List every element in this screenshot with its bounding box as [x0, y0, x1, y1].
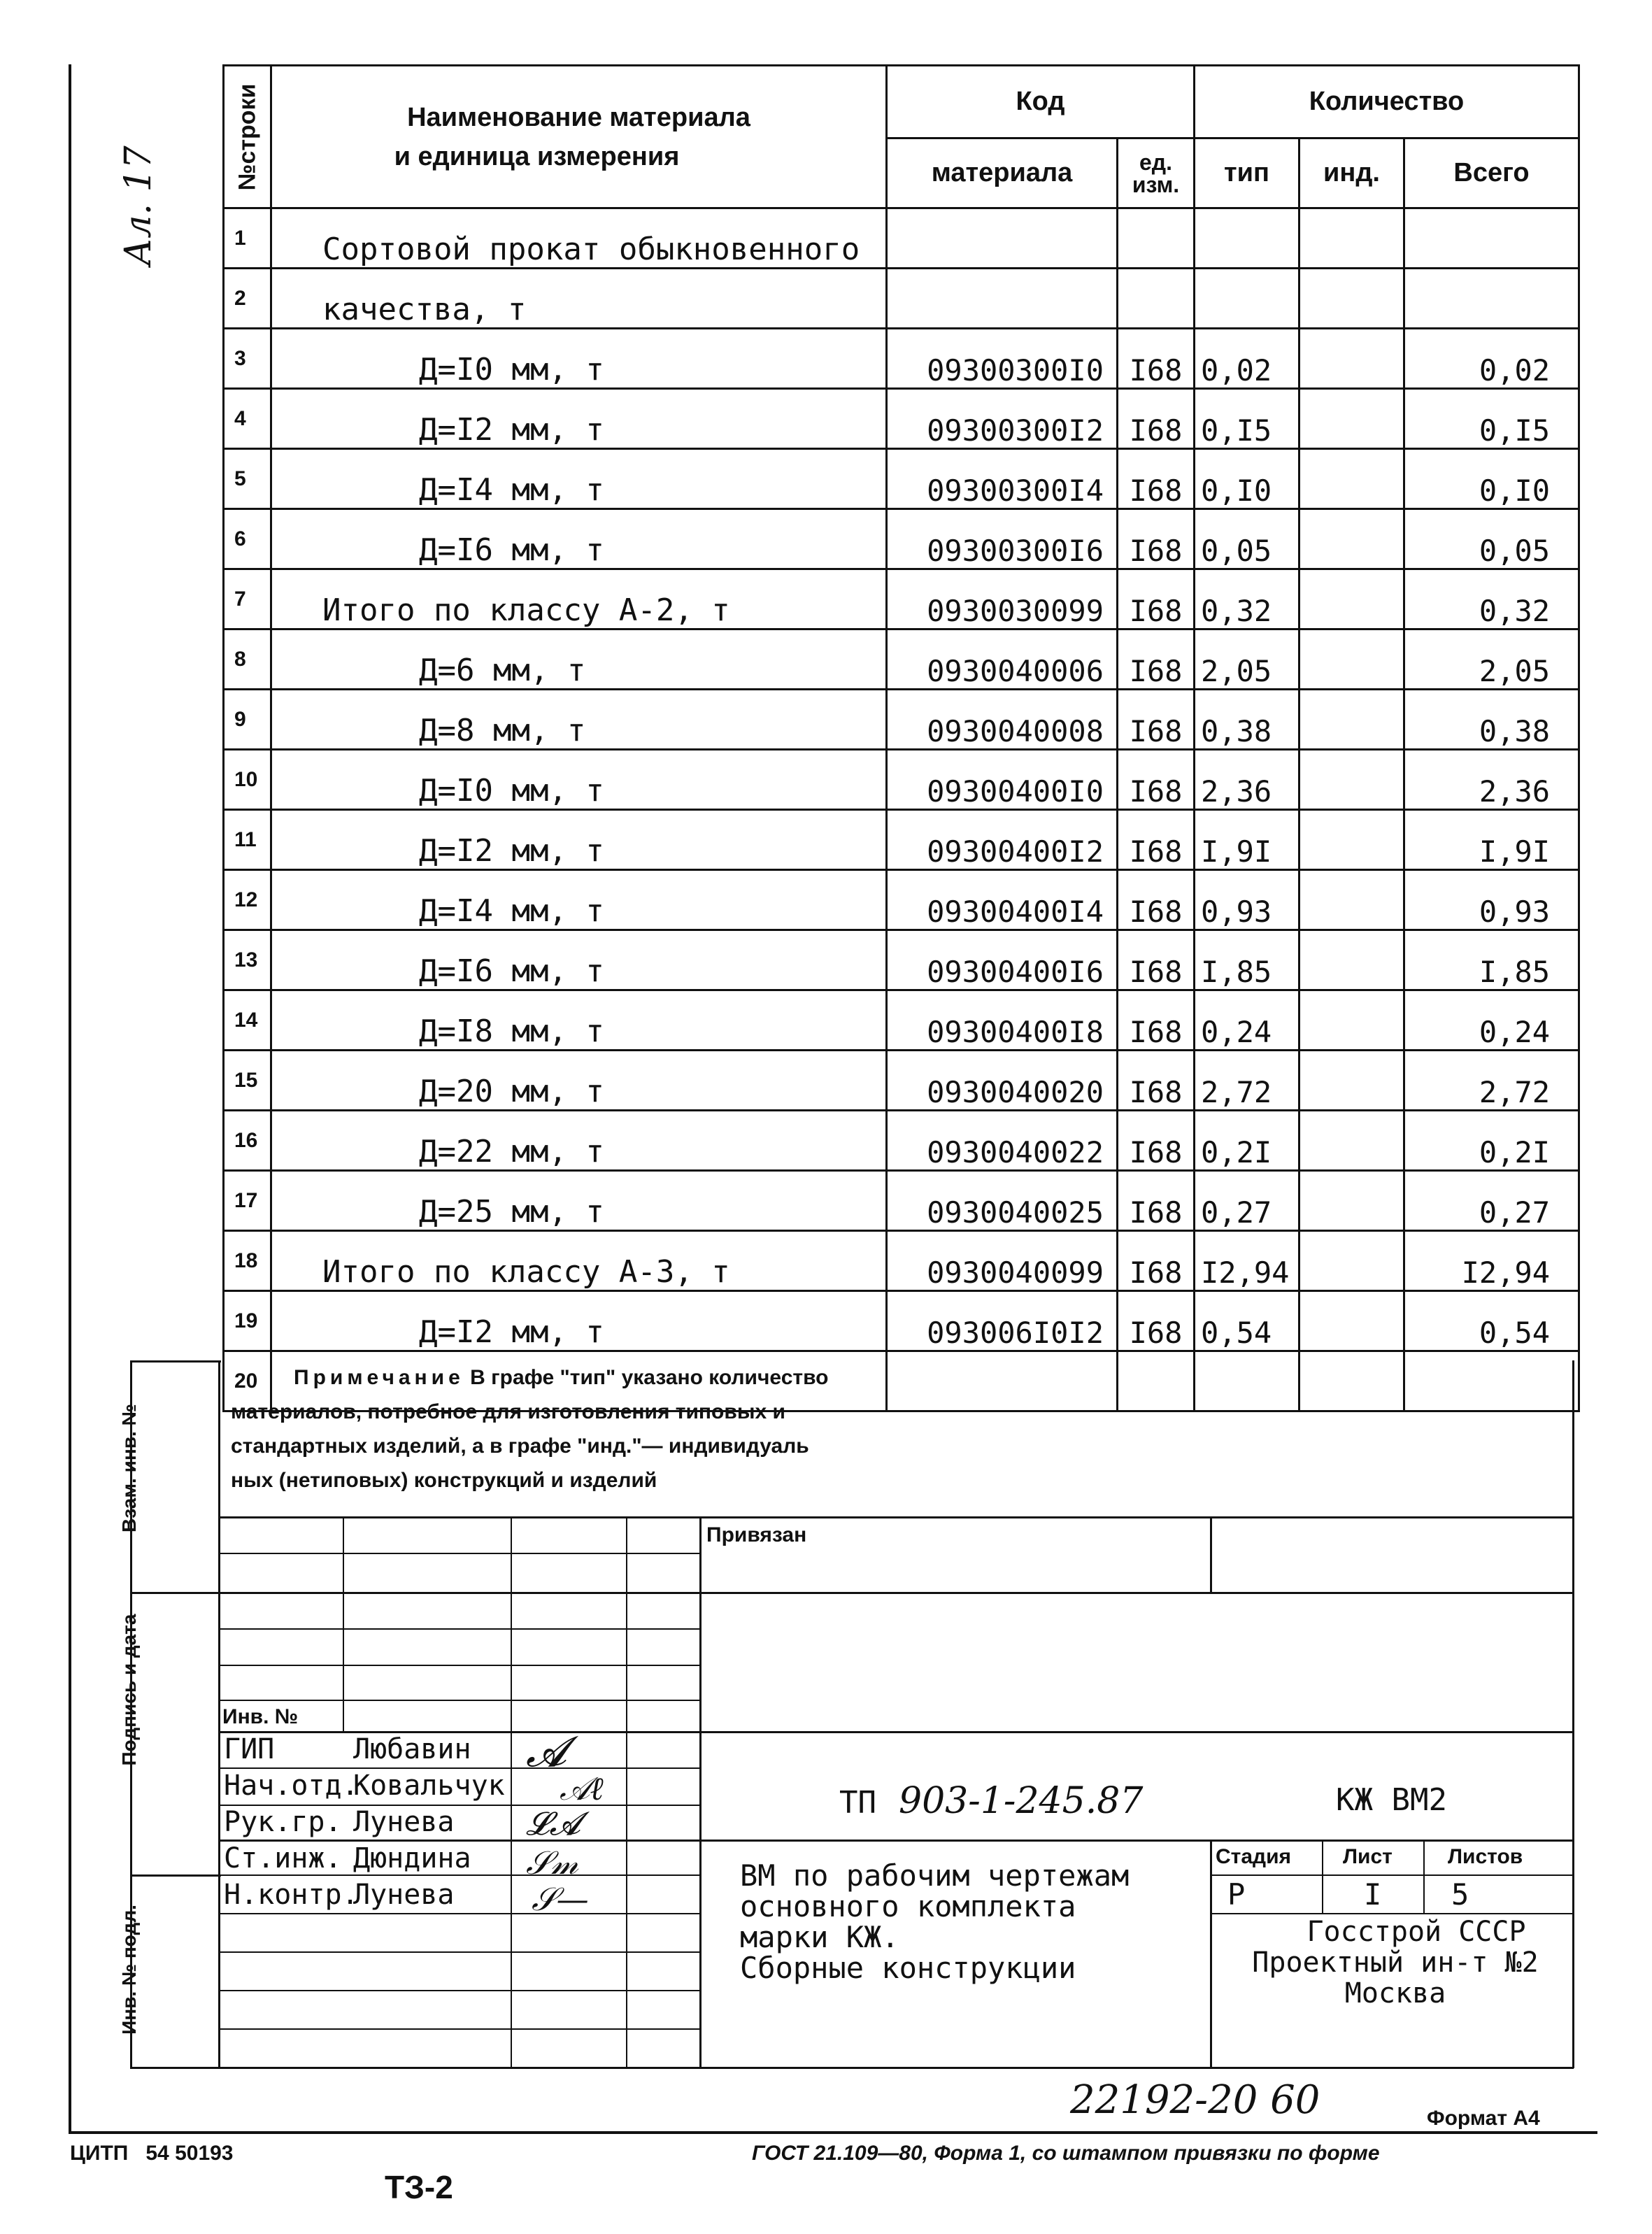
table-row — [224, 1051, 1579, 1111]
tp-prefix: ТП — [839, 1785, 876, 1821]
qty-total: 0,I5 — [1404, 389, 1579, 449]
material-code: 09300400I4 — [887, 870, 1118, 930]
qty-total: 0,05 — [1404, 509, 1579, 569]
qty-type: I2,94 — [1195, 1231, 1299, 1291]
row-number: 14 — [224, 990, 271, 1051]
qty-total: 2,72 — [1404, 1051, 1579, 1111]
header-name: Наименование материала и единица измерения — [271, 66, 887, 208]
material-name: Д=25 мм, т — [271, 1171, 887, 1231]
format-label: Формат А4 — [1427, 2107, 1540, 2130]
footer-code: ТЗ-2 — [385, 2169, 453, 2205]
header-qty-total: Всего — [1404, 138, 1579, 208]
row-number: 2 — [224, 269, 271, 329]
table-row — [224, 629, 1579, 690]
inv-no-label: Инв. № — [222, 1705, 299, 1728]
material-code: 09300300I6 — [887, 509, 1118, 569]
qty-total: 0,38 — [1404, 690, 1579, 750]
staff-role: ГИП — [224, 1733, 275, 1765]
sheets-value: 5 — [1451, 1877, 1469, 1912]
row-number: 3 — [224, 329, 271, 389]
qty-ind — [1299, 208, 1404, 269]
row-number: 6 — [224, 509, 271, 569]
table-row — [224, 449, 1579, 509]
qty-ind — [1299, 690, 1404, 750]
organization: Госстрой СССР Проектный ин-т №2 Москва — [1252, 1916, 1539, 2009]
archive-number: 22192-20 60 — [1070, 2077, 1320, 2123]
staff-role: Ст.инж. — [224, 1842, 342, 1874]
material-code: 0930040022 — [887, 1111, 1118, 1171]
table-row — [224, 1111, 1579, 1171]
qty-total: I,9I — [1404, 810, 1579, 870]
table-row — [224, 208, 1579, 269]
staff-name: Лунева — [353, 1879, 455, 1911]
material-name: Д=I6 мм, т — [271, 930, 887, 990]
qty-total: I,85 — [1404, 930, 1579, 990]
row-number: 9 — [224, 690, 271, 750]
material-name: Д=22 мм, т — [271, 1111, 887, 1171]
qty-ind — [1299, 569, 1404, 629]
qty-type: 0,05 — [1195, 509, 1299, 569]
qty-total: 0,24 — [1404, 990, 1579, 1051]
qty-ind — [1299, 449, 1404, 509]
qty-type: 0,I0 — [1195, 449, 1299, 509]
table-row — [224, 509, 1579, 569]
material-name: Д=20 мм, т — [271, 1051, 887, 1111]
qty-total: 0,32 — [1404, 569, 1579, 629]
row-number: 11 — [224, 810, 271, 870]
qty-ind — [1299, 269, 1404, 329]
qty-ind — [1299, 1171, 1404, 1231]
qty-type: 0,27 — [1195, 1171, 1299, 1231]
table-row — [224, 329, 1579, 389]
side-label-podpis: Подпись и дата — [118, 1614, 140, 1766]
row-number: 1 — [224, 208, 271, 269]
qty-type: 0,I5 — [1195, 389, 1299, 449]
header-quantity: Количество — [1195, 66, 1579, 138]
qty-type: 0,32 — [1195, 569, 1299, 629]
row-number: 10 — [224, 750, 271, 810]
qty-total: 0,93 — [1404, 870, 1579, 930]
header-code-material: материала — [887, 138, 1118, 208]
qty-type: 0,02 — [1195, 329, 1299, 389]
material-code: 0930040008 — [887, 690, 1118, 750]
header-code: Код — [887, 66, 1195, 138]
unit-code: I68 — [1118, 1231, 1195, 1291]
stage-header: Стадия — [1216, 1845, 1292, 1868]
unit-code — [1118, 269, 1195, 329]
row-number: 20 — [224, 1351, 271, 1411]
tp-number: 903-1-245.87 — [899, 1780, 1144, 1822]
unit-code: I68 — [1118, 990, 1195, 1051]
material-code: 0930040099 — [887, 1231, 1118, 1291]
material-name: Д=I0 мм, т — [271, 329, 887, 389]
sheet-header: Лист — [1343, 1845, 1393, 1868]
material-name: качества, т — [271, 269, 887, 329]
unit-code: I68 — [1118, 1111, 1195, 1171]
unit-code: I68 — [1118, 449, 1195, 509]
material-code: 09300300I2 — [887, 389, 1118, 449]
qty-type: 0,93 — [1195, 870, 1299, 930]
qty-total: 2,05 — [1404, 629, 1579, 690]
unit-code: I68 — [1118, 329, 1195, 389]
qty-ind — [1299, 1231, 1404, 1291]
table-row — [224, 870, 1579, 930]
row-number: 16 — [224, 1111, 271, 1171]
qty-type: 0,24 — [1195, 990, 1299, 1051]
qty-type: 0,54 — [1195, 1291, 1299, 1351]
qty-type — [1195, 269, 1299, 329]
row-number: 19 — [224, 1291, 271, 1351]
unit-code: I68 — [1118, 690, 1195, 750]
table-row — [224, 810, 1579, 870]
material-code — [887, 208, 1118, 269]
table-row — [224, 690, 1579, 750]
material-code: 0930040025 — [887, 1171, 1118, 1231]
staff-name: Лунева — [353, 1806, 455, 1838]
qty-ind — [1299, 930, 1404, 990]
row-number: 7 — [224, 569, 271, 629]
unit-code: I68 — [1118, 509, 1195, 569]
row-number: 4 — [224, 389, 271, 449]
qty-total: 2,36 — [1404, 750, 1579, 810]
row-number: 13 — [224, 930, 271, 990]
qty-total: 0,27 — [1404, 1171, 1579, 1231]
staff-name: Дюндина — [353, 1842, 471, 1874]
material-name: Д=6 мм, т — [271, 629, 887, 690]
qty-type — [1195, 208, 1299, 269]
side-label-inv: Инв. № подл. — [118, 1905, 140, 2035]
table-row — [224, 1171, 1579, 1231]
unit-code: I68 — [1118, 870, 1195, 930]
unit-code — [1118, 208, 1195, 269]
qty-total: 0,54 — [1404, 1291, 1579, 1351]
table-row — [224, 1231, 1579, 1291]
staff-role: Нач.отд. — [224, 1770, 359, 1802]
material-name: Д=I6 мм, т — [271, 509, 887, 569]
material-code: 0930040006 — [887, 629, 1118, 690]
staff-role: Рук.гр. — [224, 1806, 342, 1838]
material-name: Д=I4 мм, т — [271, 449, 887, 509]
unit-code: I68 — [1118, 569, 1195, 629]
materials-table — [222, 64, 1580, 1412]
table-row — [224, 389, 1579, 449]
qty-ind — [1299, 750, 1404, 810]
qty-total: 0,I0 — [1404, 449, 1579, 509]
row-number: 12 — [224, 870, 271, 930]
row-number: 18 — [224, 1231, 271, 1291]
material-name: Д=I2 мм, т — [271, 1291, 887, 1351]
qty-total: I2,94 — [1404, 1231, 1579, 1291]
material-name: Сортовой прокат обыкновенного — [271, 208, 887, 269]
mark-code: КЖ ВМ2 — [1336, 1782, 1447, 1818]
table-row — [224, 990, 1579, 1051]
row-number: 17 — [224, 1171, 271, 1231]
stage-value: Р — [1227, 1877, 1246, 1912]
material-name: Д=I0 мм, т — [271, 750, 887, 810]
staff-name: Ковальчук — [353, 1770, 505, 1802]
material-code: 093006I0I2 — [887, 1291, 1118, 1351]
header-rownum: №строки — [224, 66, 271, 208]
qty-ind — [1299, 1291, 1404, 1351]
material-name: Д=I8 мм, т — [271, 990, 887, 1051]
signature-4: 𝒮𝓂 — [526, 1844, 578, 1881]
unit-code: I68 — [1118, 750, 1195, 810]
material-name: Д=I2 мм, т — [271, 810, 887, 870]
material-name: Д=8 мм, т — [271, 690, 887, 750]
qty-type: 0,38 — [1195, 690, 1299, 750]
qty-ind — [1299, 629, 1404, 690]
qty-type: 2,05 — [1195, 629, 1299, 690]
privyazan-label: Привязан — [706, 1523, 807, 1546]
material-code: 09300300I4 — [887, 449, 1118, 509]
material-code: 0930040020 — [887, 1051, 1118, 1111]
row-number: 15 — [224, 1051, 271, 1111]
qty-type: I,85 — [1195, 930, 1299, 990]
header-code-unit: ед. изм. — [1118, 138, 1195, 208]
description: ВМ по рабочим чертежам основного комплекта марки КЖ. Сборные конструкции — [740, 1858, 1130, 1985]
header-qty-ind: инд. — [1299, 138, 1404, 208]
row-number: 5 — [224, 449, 271, 509]
qty-total: 0,02 — [1404, 329, 1579, 389]
material-code: 09300400I2 — [887, 810, 1118, 870]
material-name: Итого по классу А-3, т — [271, 1231, 887, 1291]
qty-ind — [1299, 509, 1404, 569]
material-name: Итого по классу А-2, т — [271, 569, 887, 629]
staff-role: Н.контр. — [224, 1879, 359, 1911]
margin-note: Ал. 17 — [118, 145, 159, 266]
qty-ind — [1299, 1051, 1404, 1111]
table-row — [224, 569, 1579, 629]
unit-code: I68 — [1118, 1051, 1195, 1111]
material-code: 09300300I0 — [887, 329, 1118, 389]
side-label-vzam: Взам. инв. № — [118, 1404, 140, 1532]
unit-code: I68 — [1118, 629, 1195, 690]
qty-type: 0,2I — [1195, 1111, 1299, 1171]
staff-name: Любавин — [353, 1733, 471, 1765]
material-name: Д=I2 мм, т — [271, 389, 887, 449]
unit-code: I68 — [1118, 1171, 1195, 1231]
signature-1: 𝓐 — [526, 1728, 567, 1777]
table-row — [224, 750, 1579, 810]
qty-type: I,9I — [1195, 810, 1299, 870]
footer-left: ЦИТП 54 50193 — [70, 2142, 234, 2165]
qty-total — [1404, 269, 1579, 329]
material-name: Д=I4 мм, т — [271, 870, 887, 930]
qty-total: 0,2I — [1404, 1111, 1579, 1171]
qty-ind — [1299, 870, 1404, 930]
signature-3: 𝓛𝓐 — [526, 1805, 581, 1842]
table-row — [224, 1291, 1579, 1351]
table-row — [224, 930, 1579, 990]
material-code: 0930030099 — [887, 569, 1118, 629]
signature-2: 𝒜ℓ — [560, 1770, 604, 1807]
row-number: 8 — [224, 629, 271, 690]
unit-code: I68 — [1118, 389, 1195, 449]
unit-code: I68 — [1118, 810, 1195, 870]
signature-5: 𝒮— — [532, 1880, 589, 1918]
material-code: 09300400I6 — [887, 930, 1118, 990]
qty-ind — [1299, 810, 1404, 870]
material-code — [887, 269, 1118, 329]
material-code: 09300400I0 — [887, 750, 1118, 810]
material-code: 09300400I8 — [887, 990, 1118, 1051]
qty-total — [1404, 208, 1579, 269]
sheets-header: Листов — [1448, 1845, 1523, 1868]
qty-type: 2,72 — [1195, 1051, 1299, 1111]
qty-ind — [1299, 329, 1404, 389]
qty-ind — [1299, 389, 1404, 449]
unit-code: I68 — [1118, 1291, 1195, 1351]
qty-ind — [1299, 1111, 1404, 1171]
unit-code: I68 — [1118, 930, 1195, 990]
header-qty-type: тип — [1195, 138, 1299, 208]
sheet-value: I — [1364, 1877, 1382, 1912]
table-row — [224, 269, 1579, 329]
qty-ind — [1299, 990, 1404, 1051]
footer-right: ГОСТ 21.109—80, Форма 1, со штампом привязки по форме — [752, 2142, 1380, 2165]
note: Примечание В графе "тип" указано количество материалов, потребное для изготовления типовых и стандартных изделий, а в графе "инд."— индивидуаль ных (нетиповых) конструкций и изделий — [231, 1366, 829, 1492]
qty-type: 2,36 — [1195, 750, 1299, 810]
